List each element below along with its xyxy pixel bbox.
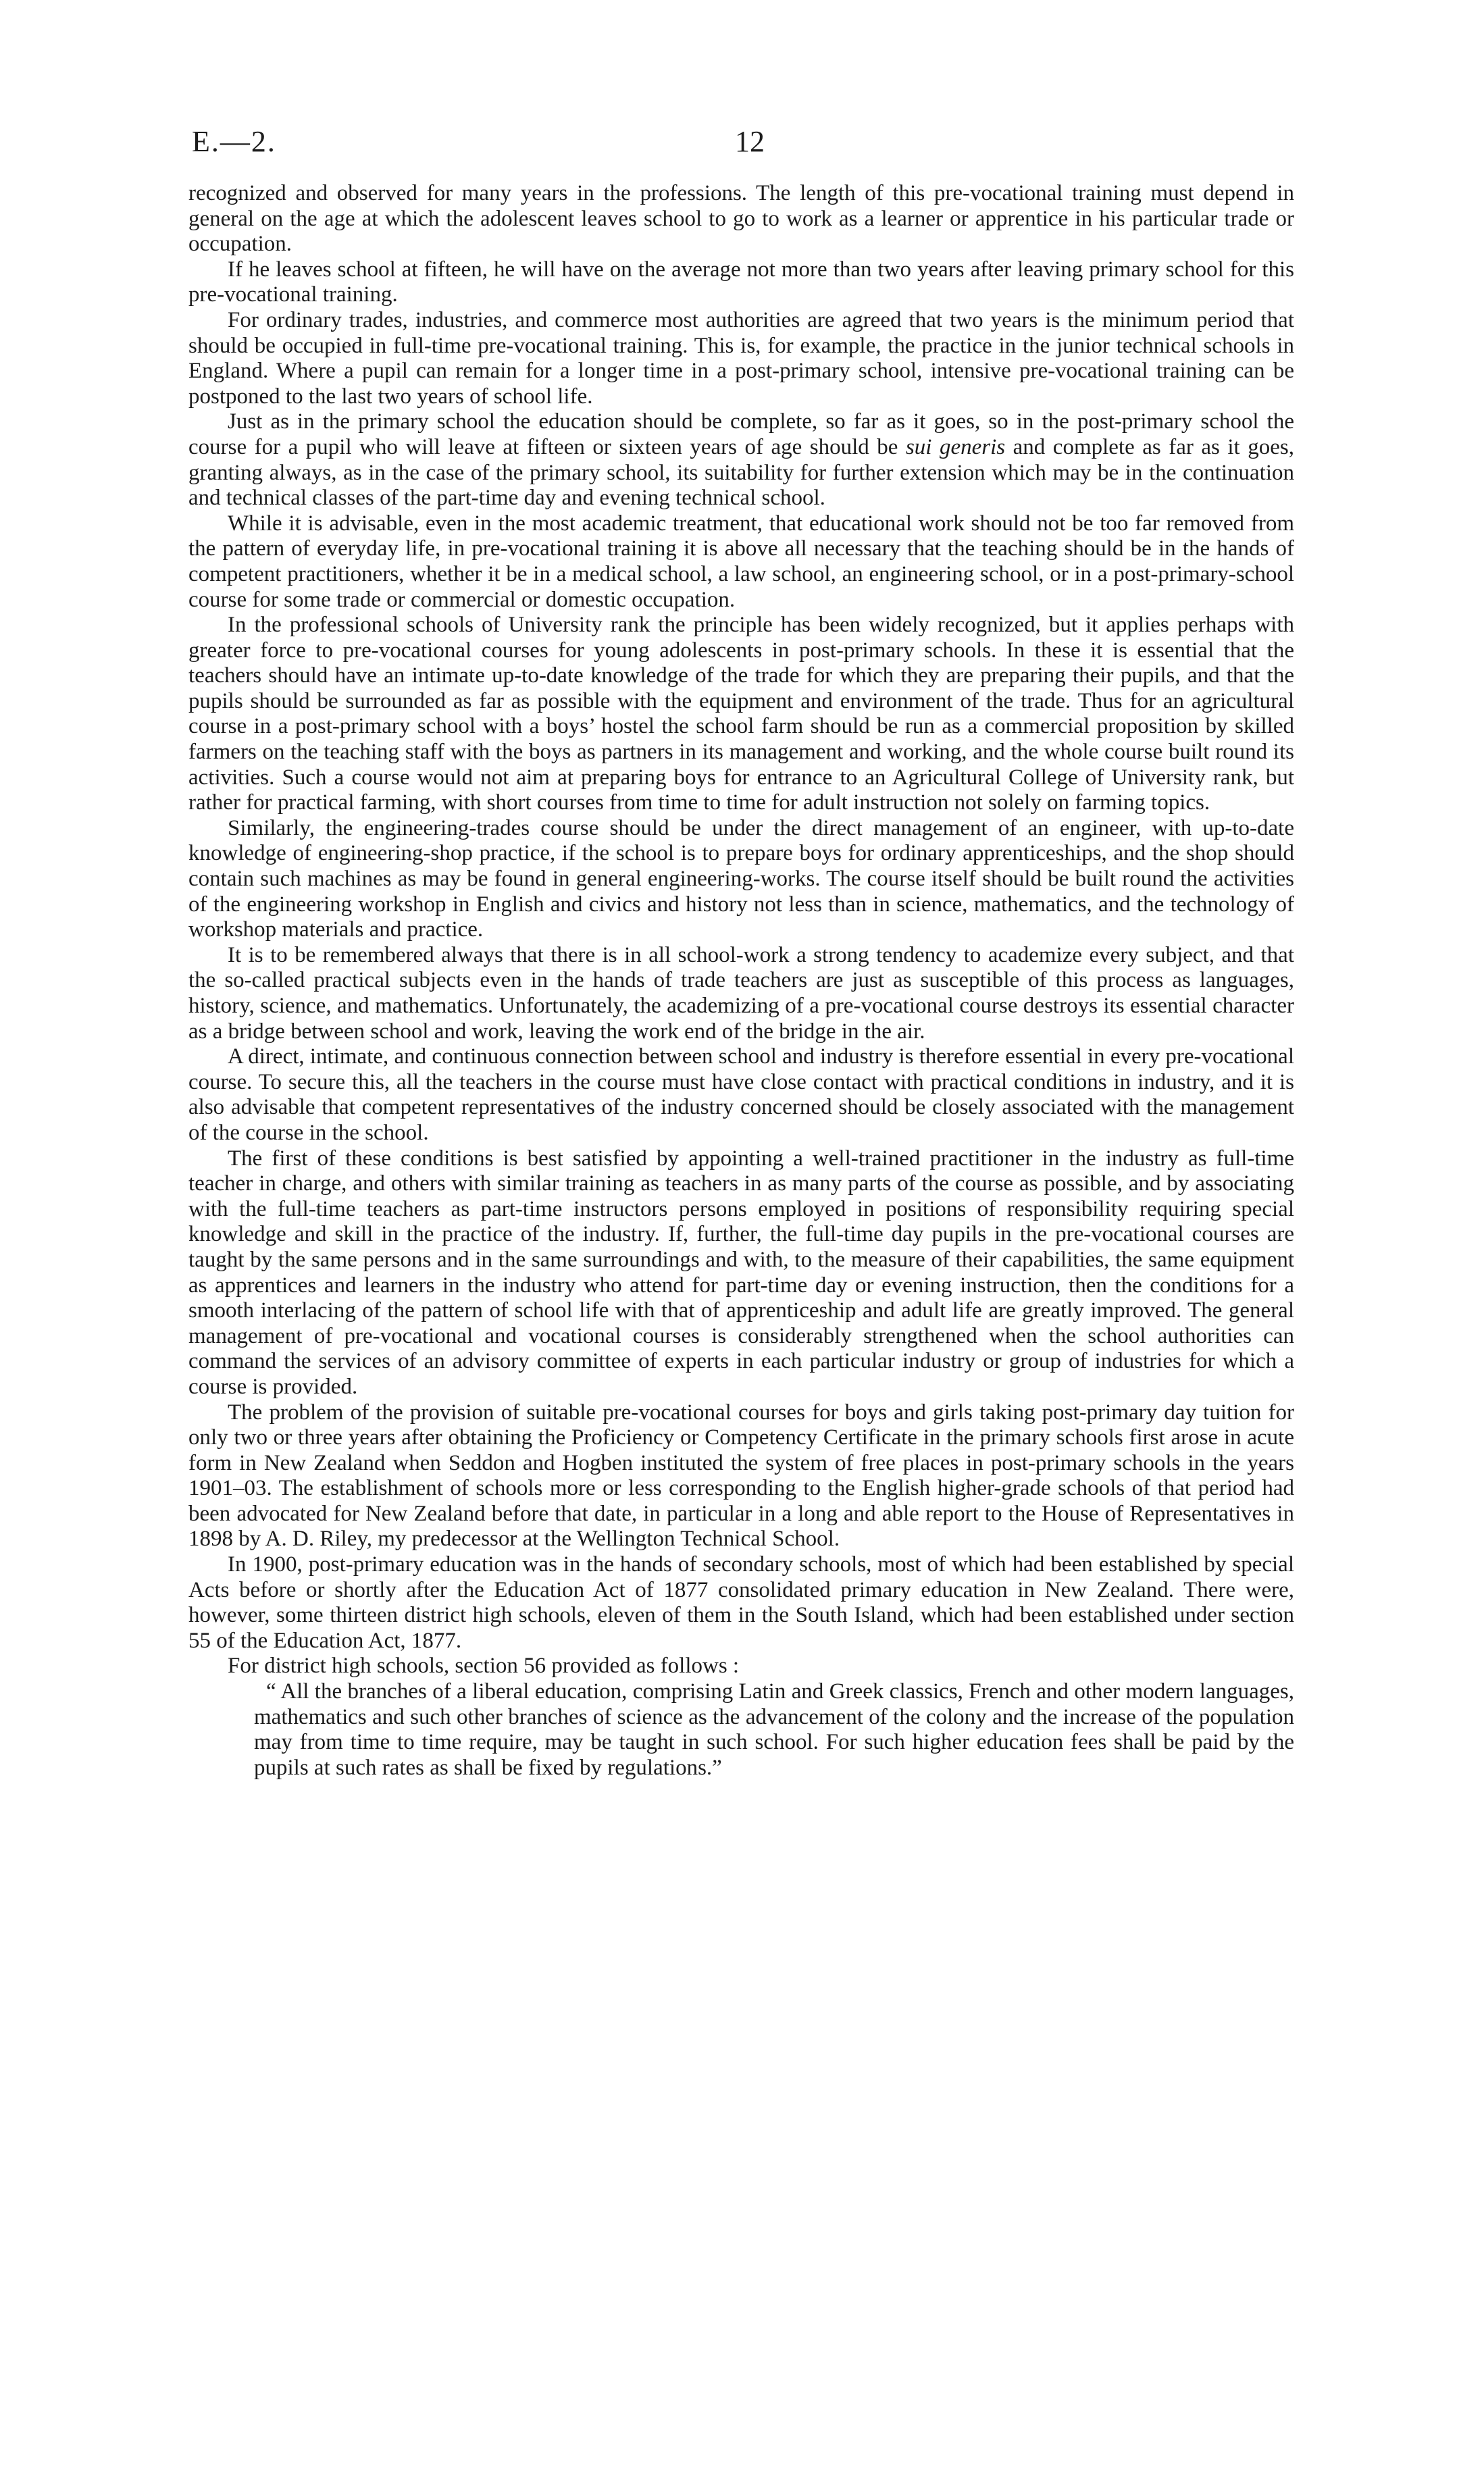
paragraph: While it is advisable, even in the most academic treatment, that educational work should not be too far removed from the pattern of everyday life, in pre-vocational training it is above all necessary that the teaching should be in the hands of competent practitioners, whether it be in a medical school, a law school, an engineering school, or in a post-primary-school course for some trade or commercial or domestic occupation.	[188, 511, 1294, 612]
italic-phrase: sui generis	[905, 434, 1006, 459]
paragraph: The first of these conditions is best satisfied by appointing a well-trained practitioner in the industry as full-time teacher in charge, and others with similar training as teachers in as many parts of the course as possible, and by associating with the full-time teachers as part-time instructors persons employed in positions of responsibility requiring special knowledge and skill in the practice of the industry. If, further, the full-time day pupils in the pre-vocational courses are taught by the same persons and in the same surroundings and with, to the measure of their capabilities, the same equipment as apprentices and learners in the industry who attend for part-time day or evening instruction, then the conditions for a smooth interlacing of the pattern of school life with that of apprenticeship and adult life are greatly improved. The general management of pre-vocational and vocational courses is considerably strengthened when the school authorities can command the services of an advisory committee of experts in each particular industry or group of industries for which a course is provided.	[188, 1146, 1294, 1399]
body-text	[188, 181, 1294, 1781]
paragraph: Similarly, the engineering-trades course should be under the direct management of an engineer, with up-to-date knowledge of engineering-shop practice, if the school is to prepare boys for ordinary apprenticeships, and the shop should contain such machines as may be found in general engineering-works. The course itself should be built round the activities of the engineering workshop in English and civics and history not less than in science, mathematics, and the technology of workshop materials and practice.	[188, 815, 1294, 942]
paragraph: In the professional schools of University rank the principle has been widely recognized, but it applies perhaps with greater force to pre-vocational courses for young adolescents in post-primary schools. In these it is essential that the teachers should have an intimate up-to-date knowledge of the trade for which they are preparing their pupils, and that the pupils should be surrounded as far as possible with the equipment and environment of the trade. Thus for an agricultural course in a post-primary school with a boys’ hostel the school farm should be run as a commercial proposition by skilled farmers on the teaching staff with the boys as partners in its management and working, and the whole course built round its activities. Such a course would not aim at preparing boys for entrance to an Agricultural College of University rank, but rather for practical farming, with short courses from time to time for adult instruction not solely on farming topics.	[188, 613, 1294, 815]
running-head	[192, 122, 1294, 162]
paragraph: For ordinary trades, industries, and commerce most authorities are agreed that two years is the minimum period that should be occupied in full-time pre-vocational training. This is, for example, the practice in the junior technical schools in England. Where a pupil can remain for a longer time in a post-primary school, intensive pre-vocational training can be postponed to the last two years of school life.	[188, 307, 1294, 409]
paragraph-text: and complete as far as it goes, granting always, as in the case of the primary school, its suitability for further extension which may be in the continuation and technical classes of the part-time day and evening technical school.	[188, 434, 1294, 511]
paragraph: In 1900, post-primary education was in the hands of secondary schools, most of which had been established by special Acts before or shortly after the Education Act of 1877 consolidated primary education in New Zealand. There were, however, some thirteen district high schools, eleven of them in the South Island, which had been established under section 55 of the Education Act, 1877.	[188, 1552, 1294, 1653]
paragraph-text: Just as in the primary school the education should be complete, so far as it goes, so in the post-primary school the course for a pupil who will leave at fifteen or sixteen years of age should be	[188, 409, 1294, 459]
paragraph: If he leaves school at fifteen, he will have on the average not more than two years after leaving primary school for this pre-vocational training.	[188, 257, 1294, 307]
paragraph: recognized and observed for many years in the professions. The length of this pre-vocational training must depend in general on the age at which the adolescent leaves school to go to work as a learner or apprentice in his particular trade or occupation.	[188, 181, 1294, 257]
paragraph: The problem of the provision of suitable pre-vocational courses for boys and girls taking post-primary day tuition for only two or three years after obtaining the Proficiency or Competency Certificate in the primary schools first arose in acute form in New Zealand when Seddon and Hogben instituted the system of free places in post-primary schools in the years 1901–03. The establishment of schools more or less corresponding to the English higher-grade schools of that period had been advocated for New Zealand before that date, in particular in a long and able report to the House of Representatives in 1898 by A. D. Riley, my predecessor at the Wellington Technical School.	[188, 1400, 1294, 1552]
paragraph: A direct, intimate, and continuous connection between school and industry is therefore essential in every pre-vocational course. To secure this, all the teachers in the course must have close contact with practical conditions in industry, and it is also advisable that competent representatives of the industry concerned should be closely associated with the management of the course in the school.	[188, 1044, 1294, 1145]
paragraph	[188, 409, 1294, 511]
document-reference: E.—2.	[192, 125, 276, 158]
paragraph: It is to be remembered always that there is in all school-work a strong tendency to academize every subject, and that the so-called practical subjects even in the hands of trade teachers are just as susceptible of this process as languages, history, science, and mathematics. Unfortunately, the academizing of a pre-vocational course destroys its essential character as a bridge between school and work, leaving the work end of the bridge in the air.	[188, 942, 1294, 1044]
page-number: 12	[735, 125, 765, 158]
paragraph: For district high schools, section 56 provided as follows :	[228, 1654, 740, 1679]
block-quote: “ All the branches of a liberal education, comprising Latin and Greek classics, French and other modern languages, mathematics and such other branches of science as the advancement of the colony and the increase of the population may from time to time require, may be taught in such school. For such higher education fees shall be paid by the pupils at such rates as shall be fixed by regulations.”	[254, 1679, 1294, 1780]
